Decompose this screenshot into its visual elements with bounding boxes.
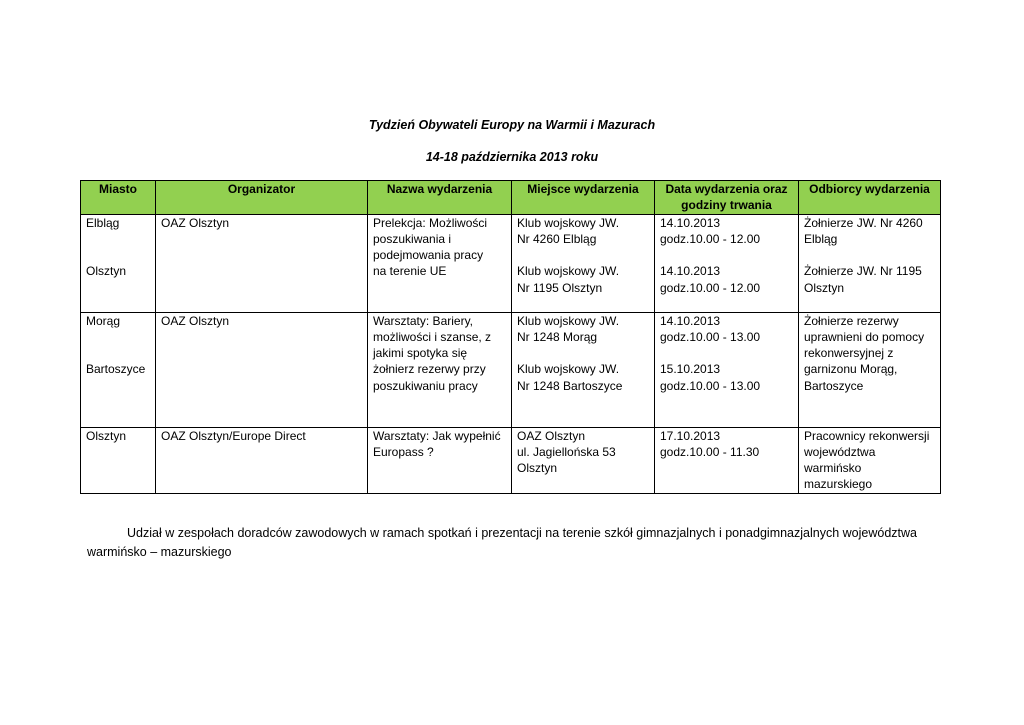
cell-recipients: Pracownicy rekonwersji województwa warmińsko mazurskiego — [799, 427, 941, 493]
cell-event-date: 14.10.2013 godz.10.00 - 13.00 15.10.2013 godz.10.00 - 13.00 — [655, 312, 799, 427]
header-organizer: Organizator — [156, 181, 368, 215]
cell-city: Morąg Bartoszyce — [81, 312, 156, 427]
cell-city: Olsztyn — [81, 427, 156, 493]
cell-event-place: OAZ Olsztyn ul. Jagiellońska 53 Olsztyn — [512, 427, 655, 493]
header-city: Miasto — [81, 181, 156, 215]
cell-organizer: OAZ Olsztyn/Europe Direct — [156, 427, 368, 493]
header-event-date: Data wydarzenia oraz godziny trwania — [655, 181, 799, 215]
header-event-name: Nazwa wydarzenia — [368, 181, 512, 215]
table-row — [81, 214, 941, 312]
cell-event-place: Klub wojskowy JW. Nr 4260 Elbląg Klub wojskowy JW. Nr 1195 Olsztyn — [512, 214, 655, 312]
cell-city: Elbląg Olsztyn — [81, 214, 156, 312]
cell-event-date: 17.10.2013 godz.10.00 - 11.30 — [655, 427, 799, 493]
events-table — [80, 180, 941, 494]
table-header-row — [81, 181, 941, 215]
cell-event-date: 14.10.2013 godz.10.00 - 12.00 14.10.2013 godz.10.00 - 12.00 — [655, 214, 799, 312]
header-event-place: Miejsce wydarzenia — [512, 181, 655, 215]
header-recipients: Odbiorcy wydarzenia — [799, 181, 941, 215]
cell-organizer: OAZ Olsztyn — [156, 312, 368, 427]
cell-recipients: Żołnierze JW. Nr 4260 Elbląg Żołnierze JW. Nr 1195 Olsztyn — [799, 214, 941, 312]
cell-recipients: Żołnierze rezerwy uprawnieni do pomocy rekonwersyjnej z garnizonu Morąg, Bartoszyce — [799, 312, 941, 427]
cell-event-name: Warsztaty: Jak wypełnić Europass ? — [368, 427, 512, 493]
table-row — [81, 312, 941, 427]
cell-organizer: OAZ Olsztyn — [156, 214, 368, 312]
cell-event-name: Prelekcja: Możliwości poszukiwania i podejmowania pracy na terenie UE — [368, 214, 512, 312]
table-row — [81, 427, 941, 493]
document-title: Tydzień Obywateli Europy na Warmii i Mazurach — [368, 118, 656, 132]
cell-event-place: Klub wojskowy JW. Nr 1248 Morąg Klub wojskowy JW. Nr 1248 Bartoszyce — [512, 312, 655, 427]
footer-note: Udział w zespołach doradców zawodowych w ramach spotkań i prezentacji na terenie szkół gimnazjalnych i ponadgimnazjalnych województwa warmińsko – mazurskiego — [87, 526, 917, 559]
cell-event-name: Warsztaty: Bariery, możliwości i szanse, z jakimi spotyka się żołnierz rezerwy przy poszukiwaniu pracy — [368, 312, 512, 427]
document-subtitle: 14-18 października 2013 roku — [425, 150, 599, 164]
